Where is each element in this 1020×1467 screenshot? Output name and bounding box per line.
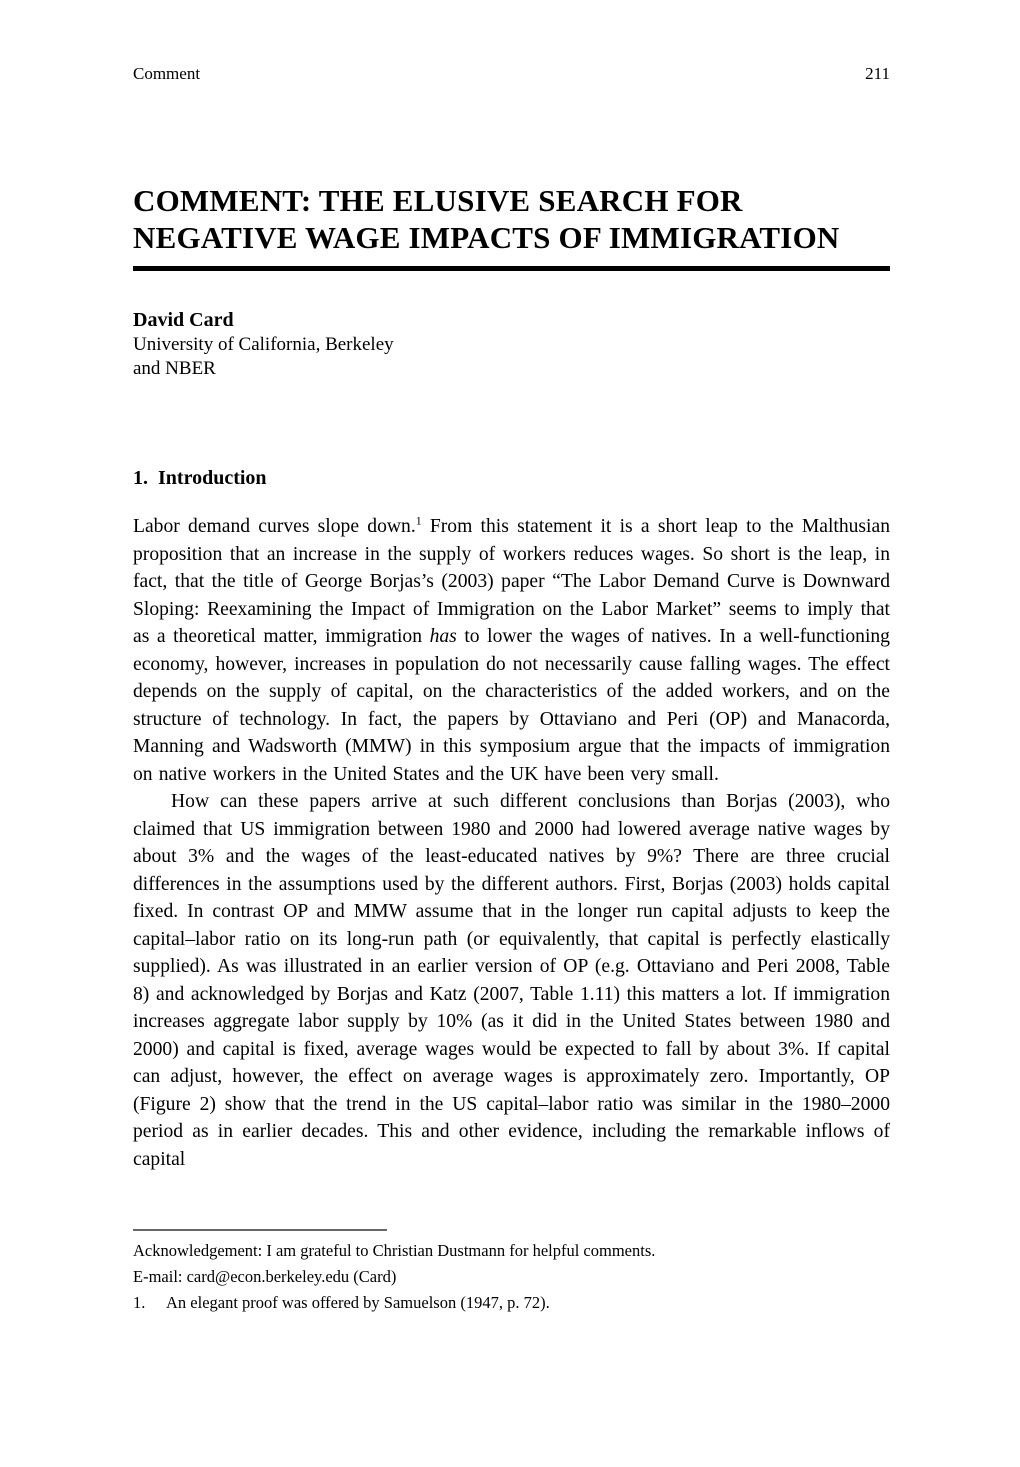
section-heading [133, 466, 733, 490]
footnote-text: An elegant proof was offered by Samuelson (1947, p. 72). [166, 1293, 550, 1313]
footnotes [133, 1238, 890, 1317]
title-rule [133, 266, 890, 271]
section-number: 1. [133, 467, 148, 489]
section-title: Introduction [158, 467, 267, 489]
paragraph-text: Labor demand curves slope down. [133, 516, 416, 537]
emphasized-text: has [429, 626, 457, 647]
author-name: David Card [133, 309, 234, 331]
footnote-number: 1. [133, 1293, 146, 1313]
paragraph-text: to lower the wages of natives. In a well-functioning economy, however, increases in population do not necessarily cause falling wages. The effect depends on the supply of capital, on the characteristics of the added workers, and on the structure of technology. In fact, the papers by Ottaviano and Peri (OP) and Manacorda, Manning and Wadsworth (MMW) in this symposium argue that the impacts of immigration on native workers in the United States and the UK have been very small. [133, 626, 890, 785]
author-affiliation: University of California, Berkeley [133, 333, 394, 355]
acknowledgement-note: Acknowledgement: I am grateful to Christian Dustmann for helpful comments. [133, 1241, 656, 1260]
article-title [133, 182, 913, 256]
footnote-item [133, 1290, 890, 1316]
running-head-title: Comment [133, 64, 201, 83]
body-paragraph [133, 513, 890, 788]
body-text [133, 513, 890, 1173]
footnote-rule [133, 1229, 387, 1231]
article-title-line2: NEGATIVE WAGE IMPACTS OF IMMIGRATION [133, 220, 840, 255]
author-block [133, 308, 733, 382]
paragraph-text: From this statement it is a short leap to the Malthusian proposition that an increase in the supply of workers reduces wages. So short is the leap, in fact, that the title of George Borjas’s (2003) paper “The Labor Demand Curve is Downward Sloping: Reexamining the Impact of Immigration on the Labor Market” seems to imply that as a theoretical matter, immigration [133, 516, 890, 647]
running-head [133, 64, 890, 84]
article-title-line1: COMMENT: THE ELUSIVE SEARCH FOR [133, 183, 743, 218]
author-affiliation-secondary: and NBER [133, 358, 216, 379]
paragraph-text: How can these papers arrive at such different conclusions than Borjas (2003), who claimed that US immigration between 1980 and 2000 had lowered average native wages by about 3% and the wages of the least-educated natives by 9%? There are three crucial differences in the assumptions used by the different authors. First, Borjas (2003) holds capital fixed. In contrast OP and MMW assume that in the longer run capital adjusts to keep the capital–labor ratio on its long-run path (or equivalently, that capital is perfectly elastically supplied). As was illustrated in an earlier version of OP (e.g. Ottaviano and Peri 2008, Table 8) and acknowledged by Borjas and Katz (2007, Table 1.11) this matters a lot. If immigration increases aggregate labor supply by 10% (as it did in the United States between 1980 and 2000) and capital is fixed, average wages would be expected to fall by about 3%. If capital can adjust, however, the effect on average wages is approximately zero. Importantly, OP (Figure 2) show that the trend in the US capital–labor ratio was similar in the 1980–2000 period as in earlier decades. This and other evidence, including the remarkable inflows of capital [133, 791, 890, 1170]
footnote-items [133, 1290, 890, 1316]
page-number: 211 [865, 64, 890, 83]
email-note: E-mail: card@econ.berkeley.edu (Card) [133, 1267, 397, 1287]
body-paragraph [133, 788, 890, 1173]
footnote-marker: 1 [415, 514, 422, 528]
